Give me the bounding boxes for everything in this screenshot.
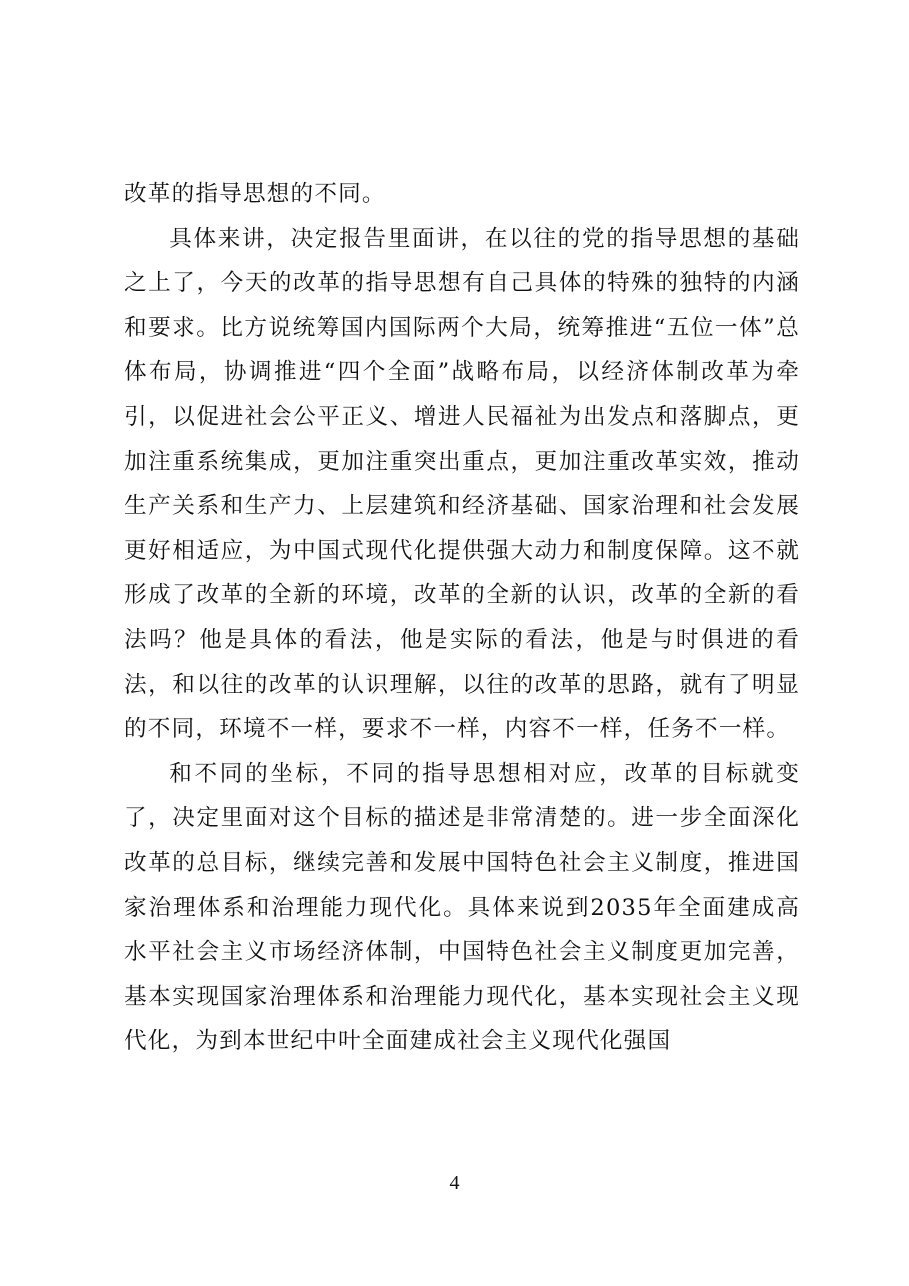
body-text (124, 172, 800, 1064)
paragraph-reform-goal: 和不同的坐标，不同的指导思想相对应，改革的目标就变了，决定里面对这个目标的描述是非常清楚的。进一步全面深化改革的总目标，继续完善和发展中国特色社会主义制度，推进国家治理体系和治理能力现代化。具体来说到2035年全面建成高水平社会主义市场经济体制，中国特色社会主义制度更加完善，基本实现国家治理体系和治理能力现代化，基本实现社会主义现代化，为到本世纪中叶全面建成社会主义现代化强国 (124, 760, 800, 1055)
paragraph-reform-guiding-thought: 具体来讲，决定报告里面讲，在以往的党的指导思想的基础之上了，今天的改革的指导思想有自己具体的特殊的独特的内涵和要求。比方说统筹国内国际两个大局，统筹推进“五位一体”总体布局，协调推进“四个全面”战略布局，以经济体制改革为牵引，以促进社会公平正义、增进人民福祉为出发点和落脚点，更加注重系统集成，更加注重突出重点，更加注重改革实效，推动生产关系和生产力、上层建筑和经济基础、国家治理和社会发展更好相适应，为中国式现代化提供强大动力和制度保障。这不就形成了改革的全新的环境，改革的全新的认识，改革的全新的看法吗？他是具体的看法，他是实际的看法，他是与时俱进的看法，和以往的改革的认识理解，以往的改革的思路，就有了明显的不同，环境不一样，要求不一样，内容不一样，任务不一样。 (124, 225, 800, 743)
paragraph-continuation: 改革的指导思想的不同。 (124, 181, 386, 207)
page-number: 4 (449, 1172, 460, 1194)
